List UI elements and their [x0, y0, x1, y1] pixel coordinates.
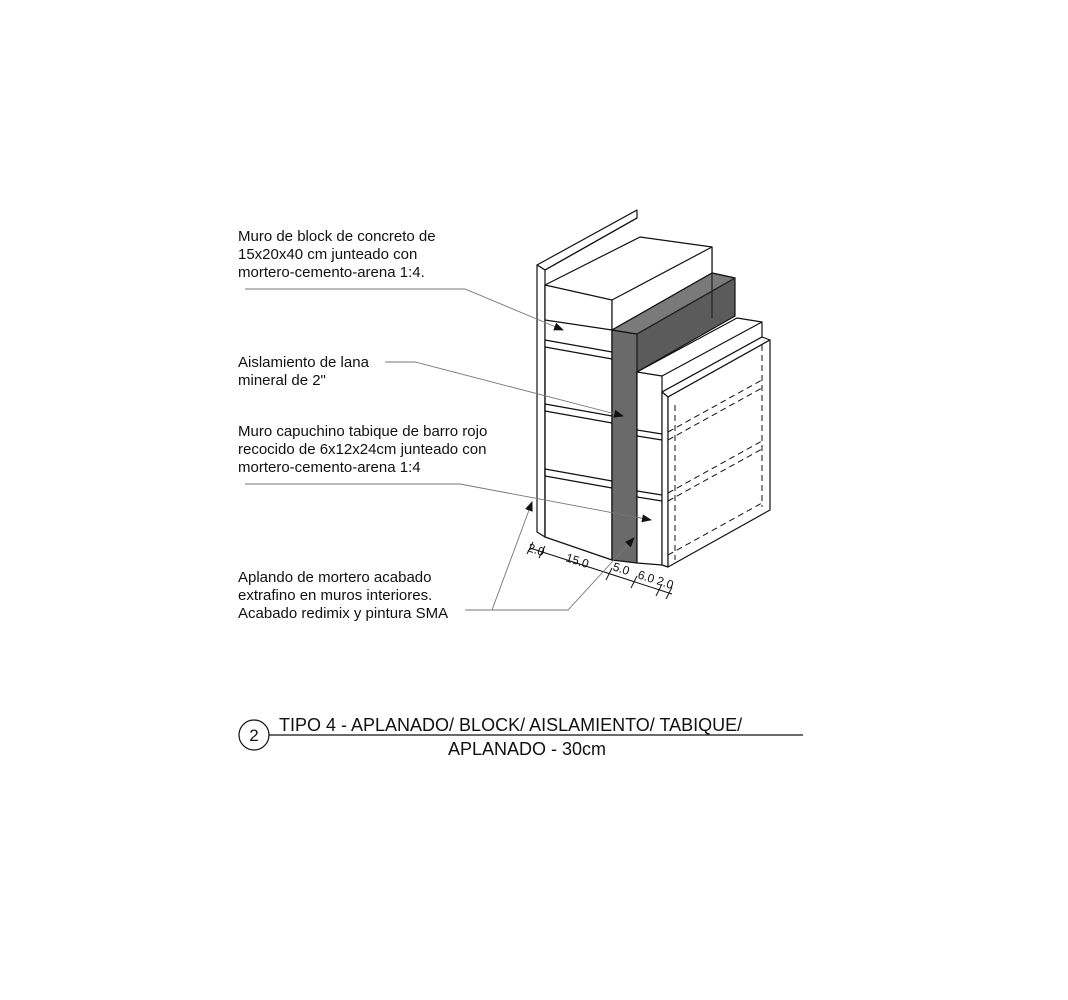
dimension-label: 5.0: [611, 559, 632, 579]
annotations: [238, 228, 487, 622]
dimension-label: 15.0: [564, 550, 591, 572]
note-line: 15x20x40 cm junteado con: [238, 246, 418, 263]
note-line: Muro capuchino tabique de barro rojo: [238, 423, 488, 440]
note-line: mineral de 2": [238, 372, 326, 389]
note-brick-wall: [238, 423, 487, 476]
note-block-wall: [238, 228, 436, 281]
note-line: Muro de block de concreto de: [238, 228, 436, 245]
detail-number: 2: [249, 726, 259, 745]
leader-block-wall: [245, 289, 563, 330]
dimension-label: 2.0: [655, 573, 676, 593]
note-line: extrafino en muros interiores.: [238, 587, 433, 604]
dimension-label: 2.0: [526, 540, 547, 560]
detail-title: [239, 715, 803, 759]
leader-plaster-interior: [465, 502, 532, 610]
title-line-2: APLANADO - 30cm: [447, 739, 607, 759]
note-line: Acabado redimix y pintura SMA: [238, 605, 449, 622]
note-plaster: [238, 569, 448, 622]
title-line-1: TIPO 4 - APLANADO/ BLOCK/ AISLAMIENTO/ TABIQUE/: [279, 715, 743, 735]
note-line: mortero-cemento-arena 1:4.: [238, 264, 425, 281]
wall-assembly: [537, 210, 770, 567]
note-line: Aplando de mortero acabado: [238, 569, 432, 586]
dimension-label: 6.0: [636, 567, 657, 587]
note-line: Aislamiento de lana: [238, 354, 369, 371]
note-line: recocido de 6x12x24cm junteado con: [238, 441, 487, 458]
note-insulation: [238, 354, 370, 389]
note-line: mortero-cemento-arena 1:4: [238, 459, 421, 476]
